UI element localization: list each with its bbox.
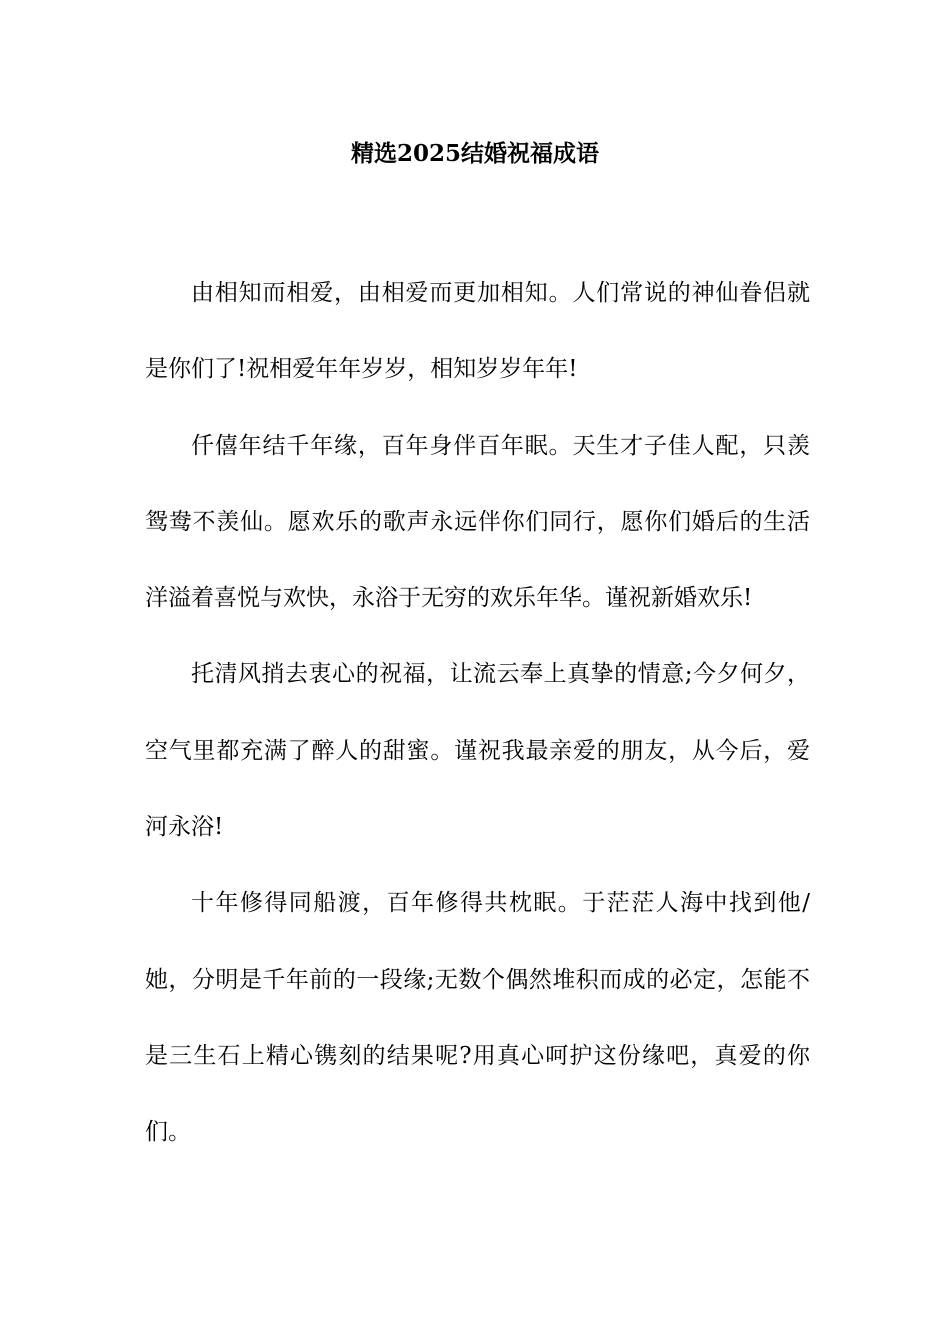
document-body bbox=[145, 255, 810, 1171]
paragraph-3: 托清风捎去衷心的祝福，让流云奉上真挚的情意;今夕何夕，空气里都充满了醉人的甜蜜。谨祝我最亲爱的朋友，从今后，爱河永浴! bbox=[145, 661, 810, 841]
paragraph-4: 十年修得同船渡，百年修得共枕眠。于茫茫人海中找到他/她，分明是千年前的一段缘;无数个偶然堆积而成的必定，怎能不是三生石上精心镌刻的结果呢?用真心呵护这份缘吧，真爱的你们。 bbox=[145, 890, 810, 1146]
paragraph-1: 由相知而相爱，由相爱而更加相知。人们常说的神仙眷侣就是你们了!祝相爱年年岁岁，相知岁岁年年! bbox=[145, 280, 810, 383]
document-title: 精选2025结婚祝福成语 bbox=[350, 140, 599, 167]
paragraph-2: 仟僖年结千年缘，百年身伴百年眠。天生才子佳人配，只羡鸳鸯不羡仙。愿欢乐的歌声永远伴你们同行，愿你们婚后的生活洋溢着喜悦与欢快，永浴于无穷的欢乐年华。谨祝新婚欢乐! bbox=[145, 432, 810, 612]
